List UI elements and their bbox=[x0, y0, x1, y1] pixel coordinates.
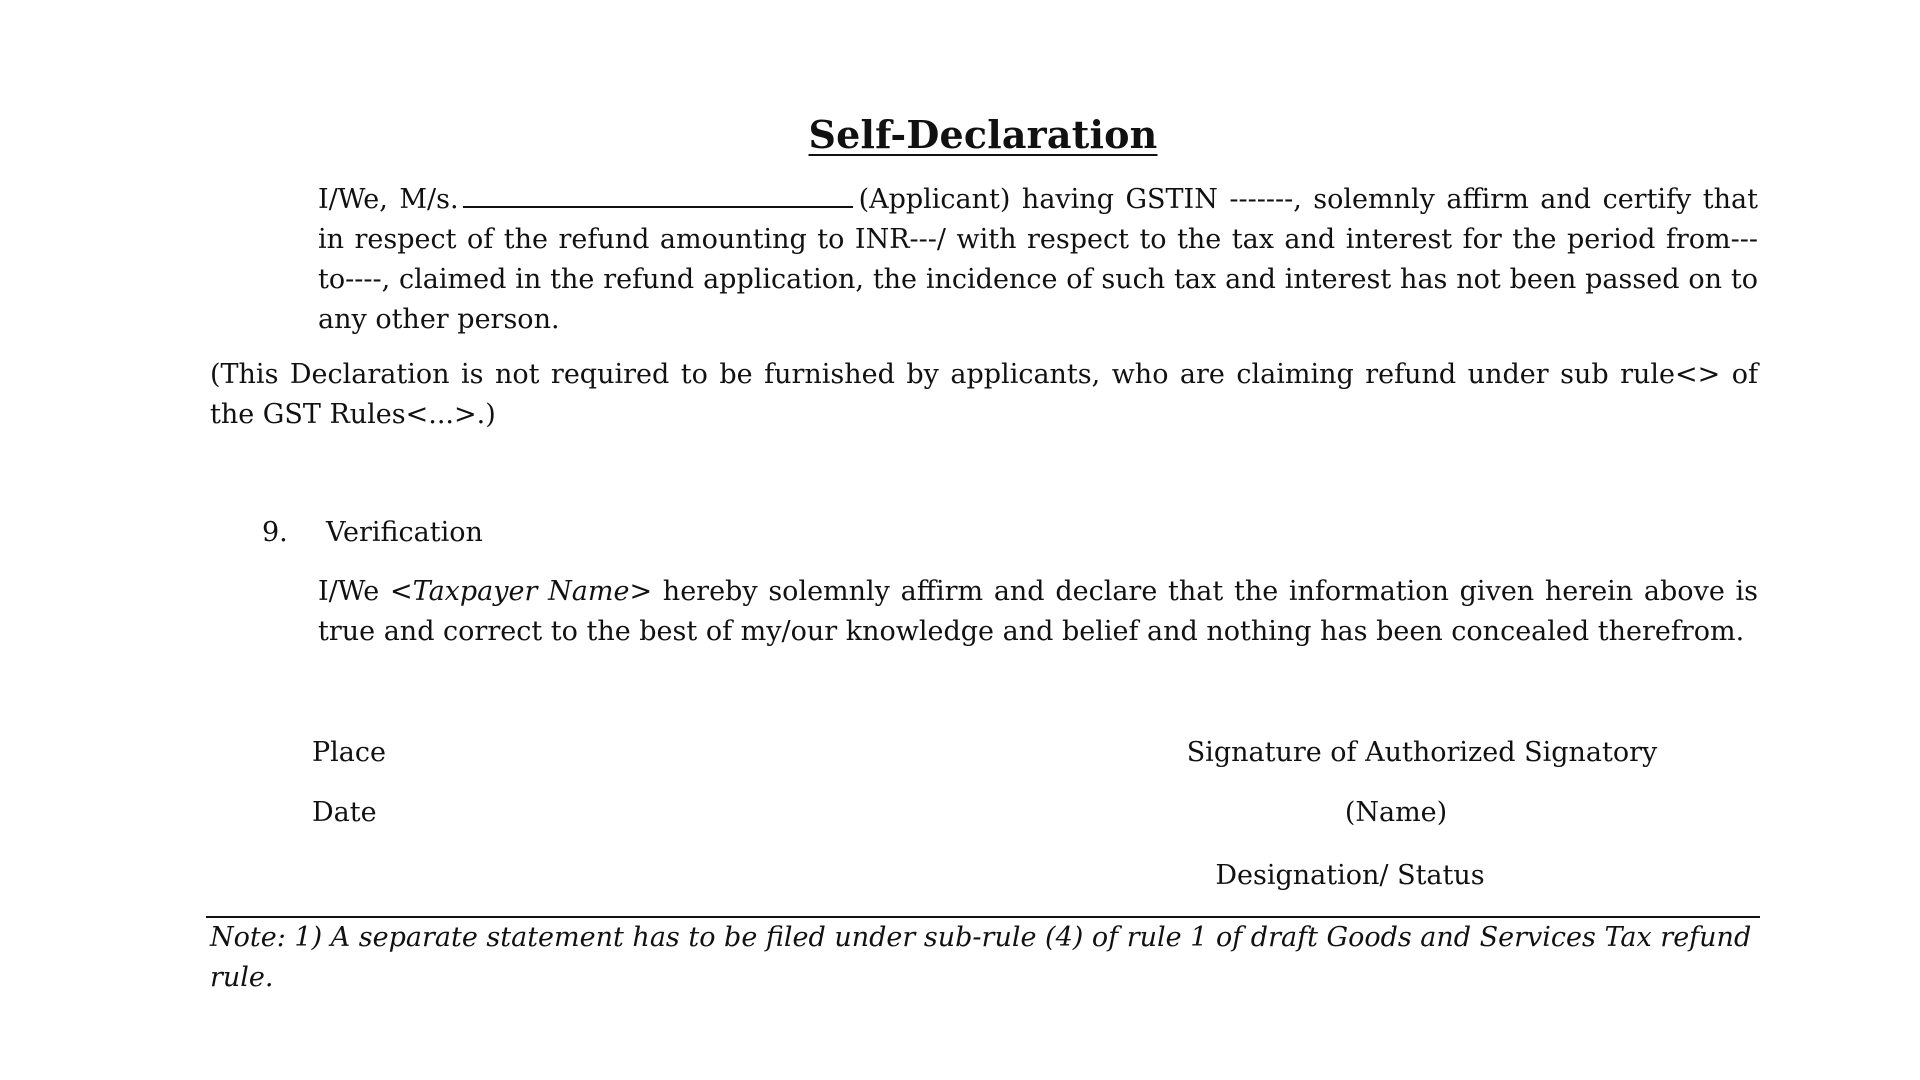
footnote: Note: 1) A separate statement has to be filed under sub-rule (4) of rule 1 of draft Goods and Services Tax refund rule. bbox=[210, 922, 1752, 993]
taxpayer-name-placeholder: <Taxpayer Name> bbox=[390, 576, 653, 607]
declaration-exemption-note: (This Declaration is not required to be furnished by applicants, who are claiming refund under sub rule<> of the GST Rules<...>.) bbox=[210, 359, 1758, 430]
applicant-name-blank bbox=[463, 184, 853, 208]
verification-title: Verification bbox=[326, 517, 483, 548]
verification-paragraph bbox=[318, 572, 1758, 652]
verification-heading bbox=[262, 513, 483, 553]
declaration-body: (Applicant) having GSTIN -------, solemnly affirm and certify that in respect of the refund amounting to INR---/ with respect to the tax and interest for the period from---to----, claimed in the refund application, the incidence of such tax and interest has not been passed on to any other person. bbox=[318, 184, 1758, 335]
verification-body: hereby solemnly affirm and declare that the information given herein above is true and correct to the best of my/our knowledge and belief and nothing has been concealed therefrom. bbox=[318, 576, 1759, 647]
signatory-name-label: (Name) bbox=[1344, 797, 1448, 828]
declaration-prefix: I/We, M/s. bbox=[318, 184, 459, 215]
page-title: Self-Declaration bbox=[808, 112, 1158, 157]
verification-prefix: I/We bbox=[318, 576, 391, 607]
designation-label: Designation/ Status bbox=[1215, 860, 1485, 891]
signature-label: Signature of Authorized Signatory bbox=[1186, 737, 1658, 768]
section-number: 9. bbox=[262, 517, 288, 548]
date-label: Date bbox=[312, 797, 377, 828]
declaration-paragraph bbox=[318, 180, 1758, 340]
place-label: Place bbox=[312, 737, 386, 768]
